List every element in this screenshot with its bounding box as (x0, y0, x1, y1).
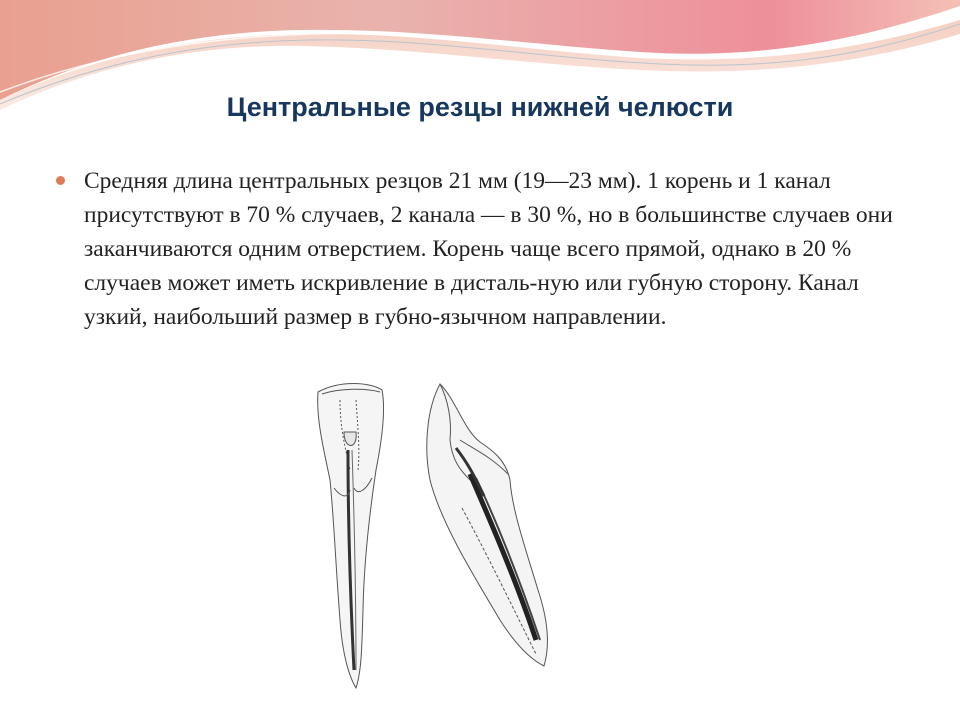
bullet-dot-icon (56, 176, 65, 185)
tooth-drawings-image (300, 370, 570, 700)
bullet-text: Средняя длина центральных резцов 21 мм (19—23 мм). 1 корень и 1 канал присутствуют в 70 % случаев, 2 канала — в 30 %, но в большинстве случаев они заканчиваются одним отверстием. Корень чаще всего прямой, однако в 20 % случаев может иметь искривление в дисталь-ную или губную сторону. Канал узкий, наибольший размер в губно-язычном направлении. (84, 168, 893, 330)
slide-title: Центральные резцы нижней челюсти (226, 92, 734, 122)
bullet-item (56, 164, 906, 334)
tooth-front-view-drawing (318, 384, 384, 689)
tooth-side-view-drawing (427, 384, 548, 666)
